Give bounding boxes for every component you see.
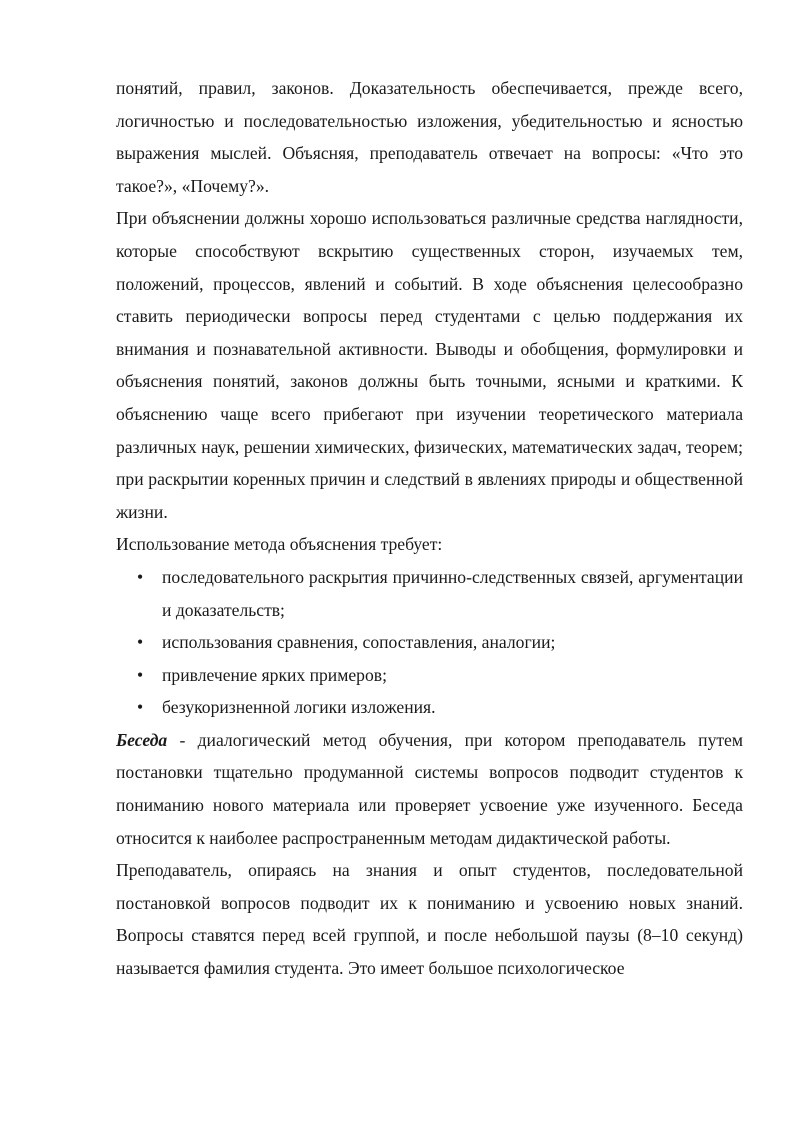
list-item [137, 659, 743, 692]
paragraph-teacher: Преподаватель, опираясь на знания и опыт студентов, последовательной постановкой вопросов подводит их к пониманию и усвоению новых знаний. Вопросы ставятся перед всей группой, и после небольшой паузы (8–10 секунд) называется фамилия студента. Это имеет большое психологическое [116, 860, 743, 979]
paragraph-conversation-text: - диалогический метод обучения, при котором преподаватель путем постановки тщательно продуманной системы вопросов подводит студентов к пониманию нового материала или проверяет усвоение уже изученного. Беседа относится к наиболее распространенным методам дидактической работы. [116, 729, 743, 848]
bullet-icon: • [137, 566, 144, 587]
paragraph-conversation [116, 724, 743, 854]
bullet-icon: • [137, 664, 144, 685]
list-item [137, 691, 743, 724]
list-item [137, 626, 743, 659]
term-conversation: Беседа [116, 729, 168, 750]
list-item-text: безукоризненной логики изложения. [162, 697, 436, 718]
requirements-list [116, 561, 743, 724]
paragraph-proof: понятий, правил, законов. Доказательность обеспечивается, прежде всего, логичностью и последовательностью изложения, убедительностью и ясностью выражения мыслей. Объясняя, преподаватель отвечает на вопросы: «Что это такое?», «Почему?». [116, 78, 743, 196]
list-item-text: последовательного раскрытия причинно-следственных связей, аргументации и доказательств; [162, 566, 743, 620]
list-item-text: использования сравнения, сопоставления, аналогии; [162, 632, 556, 653]
list-item-text: привлечение ярких примеров; [162, 664, 387, 685]
list-item [137, 561, 743, 626]
paragraph-requirements-intro: Использование метода объяснения требует: [116, 534, 443, 555]
bullet-icon: • [137, 632, 144, 653]
bullet-icon: • [137, 697, 144, 718]
paragraph-explanation: При объяснении должны хорошо использоваться различные средства наглядности, которые способствуют вскрытию существенных сторон, изучаемых тем, положений, процессов, явлений и событий. В ходе объяснения целесообразно ставить периодически вопросы перед студентами с целью поддержания их внимания и познавательной активности. Выводы и обобщения, формулировки и объяснения понятий, законов должны быть точными, ясными и краткими. К объяснению чаще всего прибегают при изучении теоретического материала различных наук, решении химических, физических, математических задач, теорем; при раскрытии коренных причин и следствий в явлениях природы и общественной жизни. [116, 208, 743, 522]
